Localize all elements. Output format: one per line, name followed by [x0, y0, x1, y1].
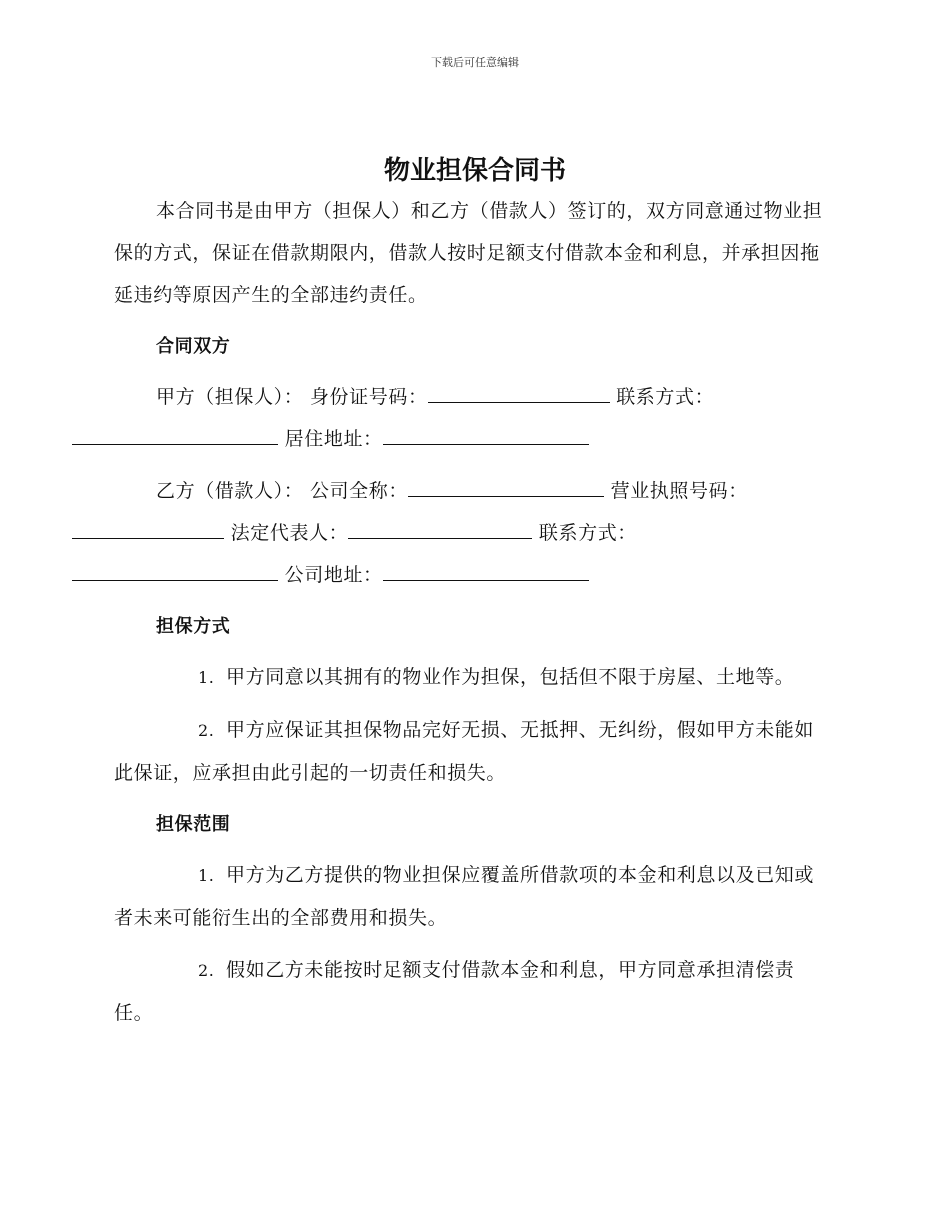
method-item	[114, 656, 832, 699]
section-heading-method: 担保方式	[156, 616, 231, 637]
party-a-id-label: 身份证号码：	[309, 386, 428, 408]
party-b-company-label: 公司全称：	[309, 480, 408, 502]
party-a-contact-blank[interactable]	[72, 418, 278, 445]
party-a-address-blank[interactable]	[383, 418, 589, 445]
party-b-license-label: 营业执照号码：	[610, 480, 748, 502]
scope-item-text: 假如乙方未能按时足额支付借款本金和利息，甲方同意承担清偿责任。	[114, 959, 795, 1024]
scope-item	[114, 854, 832, 939]
party-a-contact-label: 联系方式：	[616, 386, 715, 408]
party-b-address-label: 公司地址：	[284, 564, 383, 586]
party-b-rep-label: 法定代表人：	[230, 522, 349, 544]
header-note: 下载后可任意编辑	[431, 56, 519, 69]
scope-item-text: 甲方为乙方提供的物业担保应覆盖所借款项的本金和利息以及已知或者未来可能衍生出的全部费用和损失。	[114, 864, 815, 929]
party-b-company-blank[interactable]	[408, 470, 604, 497]
party-a-block	[114, 376, 832, 460]
party-b-contact-blank[interactable]	[72, 554, 278, 581]
method-item-number: 2.	[198, 721, 215, 740]
section-heading-scope: 担保范围	[156, 814, 231, 835]
party-b-label: 乙方（借款人）：	[156, 480, 304, 502]
method-item-text: 甲方应保证其担保物品完好无损、无抵押、无纠纷，假如甲方未能如此保证，应承担由此引起的一切责任和损失。	[114, 719, 815, 784]
section-heading-parties: 合同双方	[156, 336, 231, 357]
scope-item-number: 2.	[198, 961, 215, 980]
document-body	[114, 190, 832, 1044]
party-a-label: 甲方（担保人）：	[156, 386, 304, 408]
intro-paragraph: 本合同书是由甲方（担保人）和乙方（借款人）签订的，双方同意通过物业担保的方式，保证在借款期限内，借款人按时足额支付借款本金和利息，并承担因拖延违约等原因产生的全部违约责任。	[114, 200, 823, 306]
method-item	[114, 709, 832, 794]
party-a-address-label: 居住地址：	[284, 428, 383, 450]
document-title: 物业担保合同书	[383, 156, 566, 186]
party-b-contact-label: 联系方式：	[538, 522, 637, 544]
party-b-rep-blank[interactable]	[348, 512, 532, 539]
method-item-number: 1.	[198, 668, 215, 687]
method-item-text: 甲方同意以其拥有的物业作为担保，包括但不限于房屋、土地等。	[226, 666, 795, 688]
party-a-id-blank[interactable]	[428, 376, 610, 403]
scope-item-number: 1.	[198, 866, 215, 885]
party-b-license-blank[interactable]	[72, 512, 224, 539]
party-b-address-blank[interactable]	[383, 554, 589, 581]
scope-item	[114, 949, 832, 1034]
party-b-block	[114, 470, 832, 596]
